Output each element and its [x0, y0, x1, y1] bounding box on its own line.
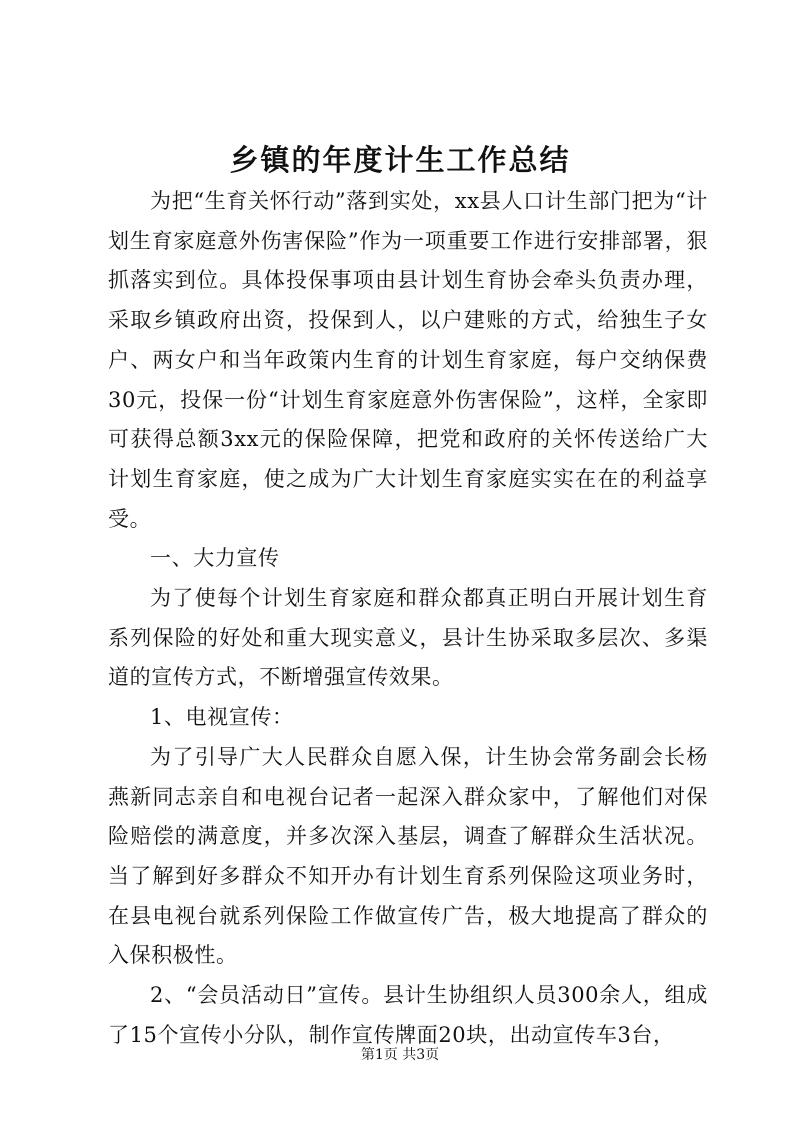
document-body [108, 182, 708, 1055]
section-heading-publicity: 一、大力宣传 [150, 546, 280, 571]
page-title: 乡镇的年度计生工作总结 [229, 143, 571, 177]
paragraph-intro: 为把“生育关怀行动”落到实处，xx县人口计生部门把为“计划生育家庭意外伤害保险”作为一项重要工作进行安排部署，狠抓落实到位。具体投保事项由县计划生育协会牵头负责办理，采取乡镇政府出资，投保到人，以户建账的方式，给独生子女户、两女户和当年政策内生育的计划生育家庭，每户交纳保费30元，投保一份“计划生育家庭意外伤害保险”，这样，全家即可获得总额3xx元的保险保障，把党和政府的关怀传送给广大计划生育家庭，使之成为广大计划生育家庭实实在在的利益享受。 [108, 189, 708, 531]
subheading-tv-publicity: 1、电视宣传： [150, 705, 294, 730]
page-number-footer: 第1页 共3页 [360, 1047, 440, 1063]
paragraph-tv-publicity: 为了引导广大人民群众自愿入保，计生协会常务副会长杨燕新同志亲自和电视台记者一起深入群众家中，了解他们对保险赔偿的满意度，并多次深入基层，调查了解群众生活状况。当了解到好多群众不知开办有计划生育系列保险这项业务时，在县电视台就系列保险工作做宣传广告，极大地提高了群众的入保积极性。 [108, 744, 708, 968]
paragraph-publicity: 为了使每个计划生育家庭和群众都真正明白开展计划生育系列保险的好处和重大现实意义，县计生协采取多层次、多渠道的宣传方式，不断增强宣传效果。 [108, 586, 708, 690]
paragraph-member-day: 2、“会员活动日”宣传。县计生协组织人员300余人，组成了15个宣传小分队，制作宣传牌面20块，出动宣传车3台， [108, 983, 708, 1047]
